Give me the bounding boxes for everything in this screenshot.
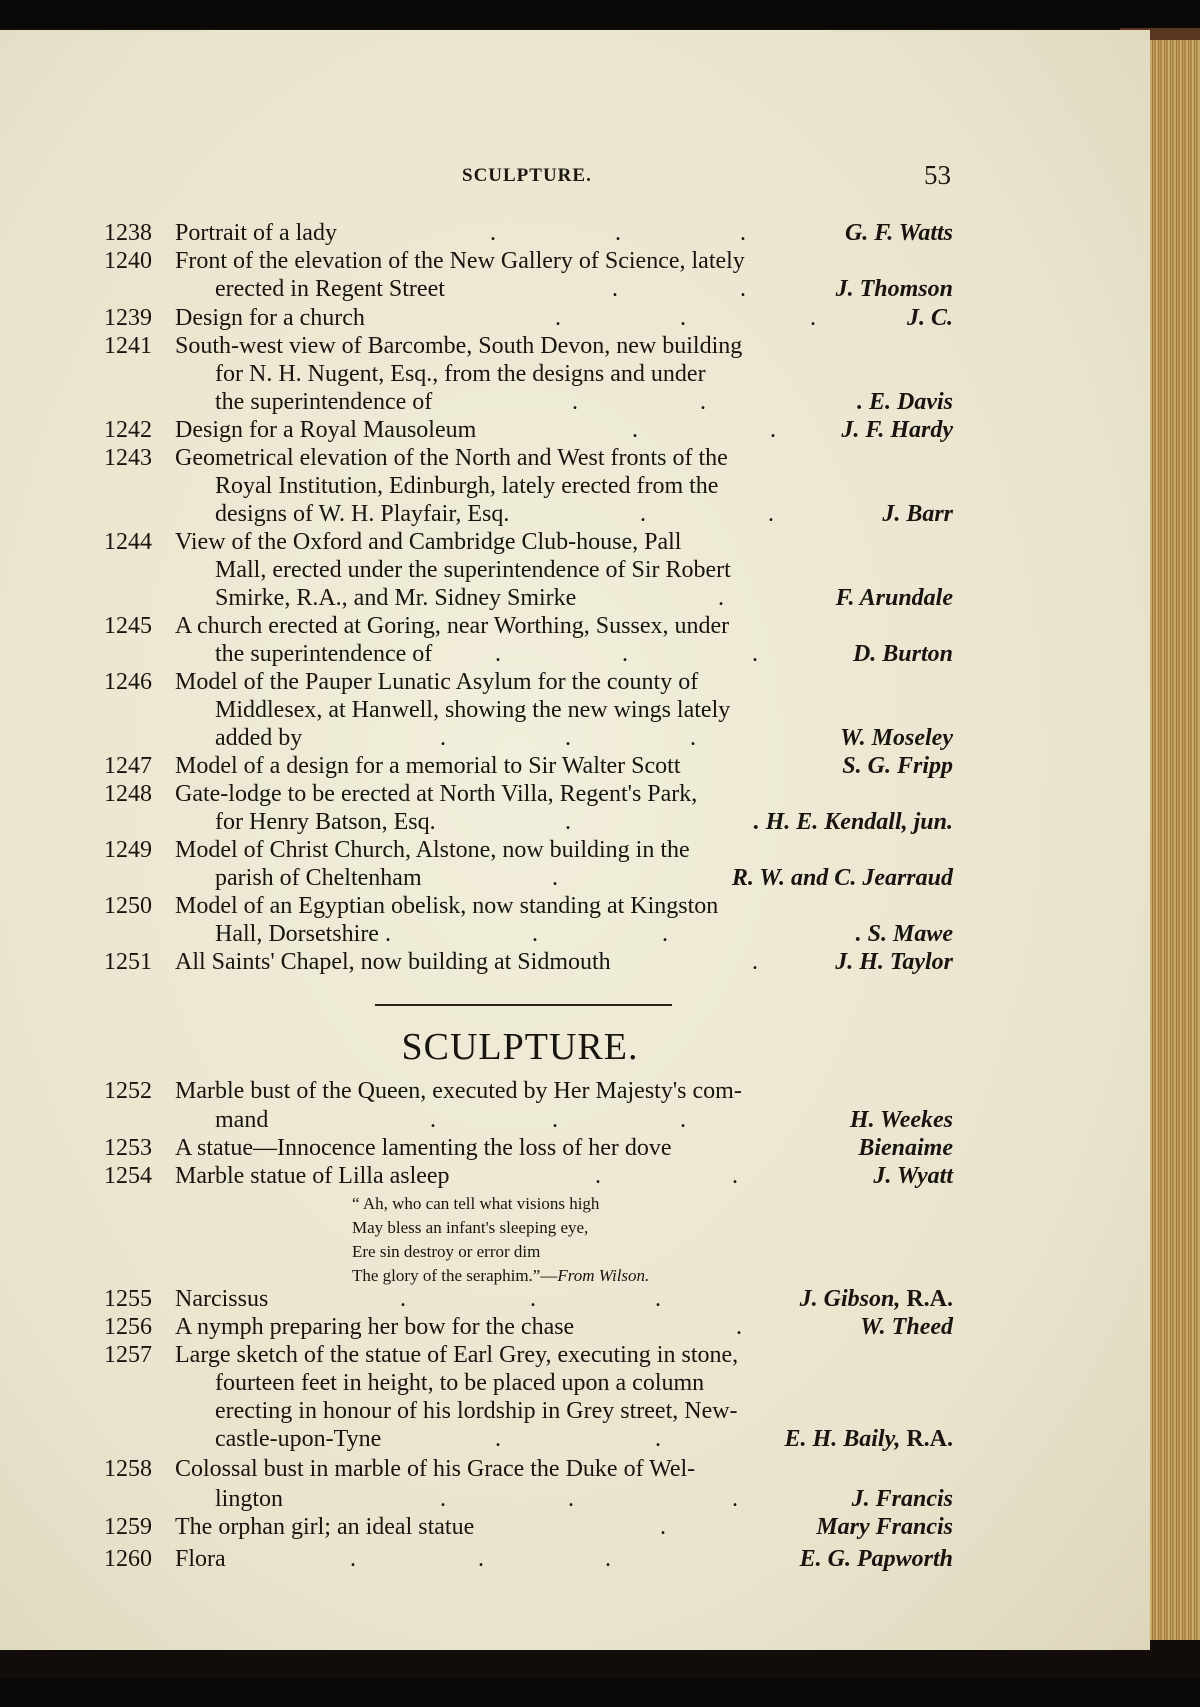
entry-number: 1259	[104, 1514, 152, 1540]
entry-title: South-west view of Barcombe, South Devon, new building	[175, 333, 743, 359]
running-head: SCULPTURE.	[462, 165, 592, 186]
leader-dot: .	[552, 865, 558, 891]
artist-name-text: Mary Francis	[816, 1514, 953, 1540]
catalogue-line	[0, 416, 1150, 444]
catalogue-line	[0, 247, 1150, 275]
quote-line	[352, 1193, 599, 1215]
catalogue-line	[0, 528, 1150, 556]
entry-title: castle-upon-Tyne	[215, 1426, 382, 1452]
page-number: 53	[924, 160, 951, 190]
entry-title: Design for a Royal Mausoleum	[175, 417, 477, 443]
leader-dot: .	[440, 1486, 446, 1512]
artist-name-text: G. F. Watts	[844, 220, 953, 246]
entry-title: added by	[215, 725, 303, 751]
leader-dot: .	[530, 1286, 536, 1312]
entry-title: the superintendence of	[215, 389, 433, 415]
artist-name	[852, 1485, 953, 1513]
catalogue-line	[0, 1313, 1150, 1341]
artist-name-text: J. Gibson,	[799, 1286, 901, 1312]
leader-dot: .	[605, 1546, 611, 1572]
leader-dot: .	[565, 725, 571, 751]
leader-dot: .	[655, 1286, 661, 1312]
catalogue-line	[0, 1341, 1150, 1369]
entry-title: View of the Oxford and Cambridge Club-house, Pall	[175, 529, 682, 555]
artist-suffix: R.A.	[900, 1426, 953, 1452]
entry-title: Model of an Egyptian obelisk, now standing at Kingston	[175, 893, 719, 919]
catalogue-line	[0, 724, 1150, 752]
artist-name	[840, 724, 953, 752]
entry-number: 1244	[104, 529, 152, 555]
catalogue-line	[0, 1106, 1150, 1134]
catalogue-line	[0, 332, 1150, 360]
artist-name-text: W. Moseley	[840, 725, 953, 751]
leader-dot: .	[732, 1486, 738, 1512]
entry-title: Gate-lodge to be erected at North Villa, Regent's Park,	[175, 781, 698, 807]
artist-name-text: J. Wyatt	[873, 1163, 953, 1189]
catalogue-line	[0, 640, 1150, 668]
artist-name-text: J. Francis	[851, 1486, 953, 1512]
quote-line	[352, 1217, 588, 1239]
artist-name-text: J. C.	[906, 305, 953, 331]
leader-dot: .	[662, 921, 668, 947]
leader-dot: .	[752, 641, 758, 667]
leader-dot: .	[660, 1514, 666, 1540]
leader-dot: .	[532, 921, 538, 947]
leader-dot: .	[552, 1107, 558, 1133]
leader-dot: .	[350, 1546, 356, 1572]
entry-number: 1250	[104, 893, 152, 919]
artist-name	[856, 920, 953, 948]
entry-title: Colossal bust in marble of his Grace the Duke of Wel-	[175, 1456, 696, 1482]
artist-suffix: R.A.	[900, 1286, 953, 1312]
entry-title: Marble statue of Lilla asleep	[175, 1163, 450, 1189]
entry-title: fourteen feet in height, to be placed upon a column	[215, 1370, 705, 1396]
quote-line	[352, 1241, 540, 1263]
entry-number: 1253	[104, 1135, 152, 1161]
artist-name-text: E. G. Papworth	[799, 1546, 953, 1572]
leader-dot: .	[615, 220, 621, 246]
entry-title: A nymph preparing her bow for the chase	[175, 1314, 575, 1340]
leader-dot: .	[490, 220, 496, 246]
catalogue-line	[0, 1425, 1150, 1453]
catalogue-line	[0, 780, 1150, 808]
catalogue-line	[0, 892, 1150, 920]
entry-number: 1251	[104, 949, 152, 975]
entry-number: 1249	[104, 837, 152, 863]
catalogue-line	[0, 1485, 1150, 1513]
artist-name	[907, 304, 953, 332]
entry-title: Large sketch of the statue of Earl Grey, executing in stone,	[175, 1342, 739, 1368]
entry-number: 1256	[104, 1314, 152, 1340]
catalogue-line	[0, 836, 1150, 864]
artist-name-text: J. F. Hardy	[841, 417, 953, 443]
leader-dot: .	[555, 305, 561, 331]
section-rule	[375, 1004, 672, 1006]
page-edges	[1145, 40, 1200, 1640]
artist-name-text: R. W. and C. Jearraud	[731, 865, 953, 891]
entry-number: 1238	[104, 220, 152, 246]
catalogue-line	[0, 1369, 1150, 1397]
catalogue-line	[0, 388, 1150, 416]
entry-title: erecting in honour of his lordship in Grey street, New-	[215, 1398, 738, 1424]
leader-dot: .	[736, 1314, 742, 1340]
entry-title: Portrait of a lady	[175, 220, 337, 246]
entry-title: The orphan girl; an ideal statue	[175, 1514, 475, 1540]
section-heading-text: SCULPTURE.	[401, 1026, 639, 1068]
leader-dot: .	[568, 1486, 574, 1512]
leader-dot: .	[718, 585, 724, 611]
catalogue-line	[0, 472, 1150, 500]
entry-title: mand	[215, 1107, 269, 1133]
catalogue-line	[0, 1513, 1150, 1541]
artist-name	[860, 1313, 953, 1341]
entry-title: Middlesex, at Hanwell, showing the new wings lately	[215, 697, 731, 723]
artist-name	[841, 416, 953, 444]
leader-dot: .	[752, 949, 758, 975]
artist-name-text: . E. Davis	[857, 389, 953, 415]
catalogue-line	[0, 1545, 1150, 1573]
catalogue-line	[0, 808, 1150, 836]
entry-title: the superintendence of	[215, 641, 433, 667]
entry-title: A statue—Innocence lamenting the loss of her dove	[175, 1135, 672, 1161]
artist-name-text: J. Barr	[882, 501, 953, 527]
quote-text: Ere sin destroy or error dim	[352, 1242, 541, 1261]
entry-number: 1254	[104, 1163, 152, 1189]
entry-number: 1257	[104, 1342, 152, 1368]
artist-name	[800, 1545, 953, 1573]
leader-dot: .	[655, 1426, 661, 1452]
artist-name	[835, 948, 953, 976]
section-heading	[0, 1025, 1150, 1069]
artist-name	[853, 640, 953, 668]
artist-name-text: J. H. Taylor	[835, 949, 953, 975]
entry-title: Model of the Pauper Lunatic Asylum for the county of	[175, 669, 699, 695]
leader-dot: .	[640, 501, 646, 527]
entry-number: 1247	[104, 753, 152, 779]
quote-line	[352, 1265, 649, 1287]
artist-name	[850, 1106, 953, 1134]
artist-name-text: . S. Mawe	[855, 921, 953, 947]
artist-name	[785, 1425, 953, 1453]
artist-name-text: J. Thomson	[835, 276, 953, 302]
leader-dot: .	[400, 1286, 406, 1312]
entry-title: Narcissus	[175, 1286, 269, 1312]
entry-title: erected in Regent Street	[215, 276, 445, 302]
entry-title: for N. H. Nugent, Esq., from the designs and under	[215, 361, 706, 387]
catalogue-line	[0, 948, 1150, 976]
catalogue-line	[0, 1455, 1150, 1483]
entry-number: 1239	[104, 305, 152, 331]
catalogue-line	[0, 1285, 1150, 1313]
catalogue-line	[0, 444, 1150, 472]
catalogue-line	[0, 360, 1150, 388]
entry-title: Mall, erected under the superintendence of Sir Robert	[215, 557, 731, 583]
artist-name-text: H. Weekes	[849, 1107, 953, 1133]
entry-title: Hall, Dorsetshire .	[215, 921, 391, 947]
artist-name	[732, 864, 953, 892]
entry-number: 1243	[104, 445, 152, 471]
quote-text: May bless an infant's sleeping eye,	[352, 1218, 589, 1237]
leader-dot: .	[732, 1163, 738, 1189]
leader-dot: .	[680, 305, 686, 331]
entry-title: Model of a design for a memorial to Sir Walter Scott	[175, 753, 681, 779]
entry-number: 1258	[104, 1456, 152, 1482]
entry-title: Smirke, R.A., and Mr. Sidney Smirke	[215, 585, 577, 611]
artist-name-text: W. Theed	[860, 1314, 953, 1340]
artist-name	[857, 388, 953, 416]
entry-number: 1252	[104, 1078, 152, 1104]
catalogue-line	[0, 1162, 1150, 1190]
artist-name-text: E. H. Baily,	[784, 1426, 901, 1452]
leader-dot: .	[440, 725, 446, 751]
artist-name-text: F. Arundale	[835, 585, 953, 611]
entry-title: parish of Cheltenham	[215, 865, 422, 891]
leader-dot: .	[690, 725, 696, 751]
catalogue-line	[0, 556, 1150, 584]
leader-dot: .	[740, 276, 746, 302]
quote-text: The glory of the seraphim.”—	[352, 1266, 558, 1285]
leader-dot: .	[770, 417, 776, 443]
entry-title: Geometrical elevation of the North and West fronts of the	[175, 445, 728, 471]
leader-dot: .	[768, 501, 774, 527]
artist-name	[845, 219, 953, 247]
entry-number: 1248	[104, 781, 152, 807]
quote-text: “ Ah, who can tell what visions high	[352, 1194, 600, 1213]
leader-dot: .	[572, 389, 578, 415]
leader-dot: .	[430, 1107, 436, 1133]
entry-number: 1241	[104, 333, 152, 359]
quote-attribution: From Wilson.	[557, 1266, 650, 1285]
entry-title: Design for a church	[175, 305, 365, 331]
artist-name	[800, 1285, 953, 1313]
leader-dot: .	[622, 641, 628, 667]
artist-name	[842, 752, 953, 780]
entry-number: 1245	[104, 613, 152, 639]
catalogue-line	[0, 920, 1150, 948]
entry-title: for Henry Batson, Esq.	[215, 809, 436, 835]
catalogue-line	[0, 1077, 1150, 1105]
entry-title: Marble bust of the Queen, executed by Her Majesty's com-	[175, 1078, 742, 1104]
entry-number: 1240	[104, 248, 152, 274]
catalogue-line	[0, 612, 1150, 640]
artist-name-text: D. Burton	[852, 641, 953, 667]
catalogue-line	[0, 1134, 1150, 1162]
leader-dot: .	[700, 389, 706, 415]
leader-dot: .	[495, 1426, 501, 1452]
catalogue-line	[0, 584, 1150, 612]
entry-title: A church erected at Goring, near Worthing, Sussex, under	[175, 613, 730, 639]
entry-title: lington	[215, 1486, 284, 1512]
entry-title: designs of W. H. Playfair, Esq.	[215, 501, 510, 527]
leader-dot: .	[632, 417, 638, 443]
entry-title: Royal Institution, Edinburgh, lately erected from the	[215, 473, 719, 499]
catalogue-line	[0, 696, 1150, 724]
catalogue-line	[0, 304, 1150, 332]
leader-dot: .	[810, 305, 816, 331]
artist-name-text: S. G. Fripp	[842, 753, 953, 779]
entry-title: Model of Christ Church, Alstone, now building in the	[175, 837, 690, 863]
artist-name	[882, 500, 953, 528]
entry-title: All Saints' Chapel, now building at Sidmouth	[175, 949, 611, 975]
leader-dot: .	[495, 641, 501, 667]
entry-number: 1242	[104, 417, 152, 443]
artist-name-text: . H. E. Kendall, jun.	[753, 809, 953, 835]
artist-name	[754, 808, 953, 836]
entry-number: 1255	[104, 1286, 152, 1312]
catalogue-line	[0, 668, 1150, 696]
catalogue-line	[0, 864, 1150, 892]
artist-name-text: Bienaime	[858, 1135, 953, 1161]
entry-title: Front of the elevation of the New Gallery of Science, lately	[175, 248, 745, 274]
leader-dot: .	[740, 220, 746, 246]
catalogue-line	[0, 752, 1150, 780]
entry-number: 1246	[104, 669, 152, 695]
catalogue-line	[0, 500, 1150, 528]
catalogue-line	[0, 275, 1150, 303]
artist-name	[873, 1162, 953, 1190]
leader-dot: .	[565, 809, 571, 835]
leader-dot: .	[595, 1163, 601, 1189]
leader-dot: .	[612, 276, 618, 302]
artist-name	[836, 584, 953, 612]
catalogue-line	[0, 219, 1150, 247]
leader-dot: .	[680, 1107, 686, 1133]
artist-name	[836, 275, 953, 303]
artist-name	[816, 1513, 953, 1541]
catalogue-line	[0, 1397, 1150, 1425]
entry-number: 1260	[104, 1546, 152, 1572]
leader-dot: .	[478, 1546, 484, 1572]
entry-title: Flora	[175, 1546, 226, 1572]
artist-name	[858, 1134, 953, 1162]
